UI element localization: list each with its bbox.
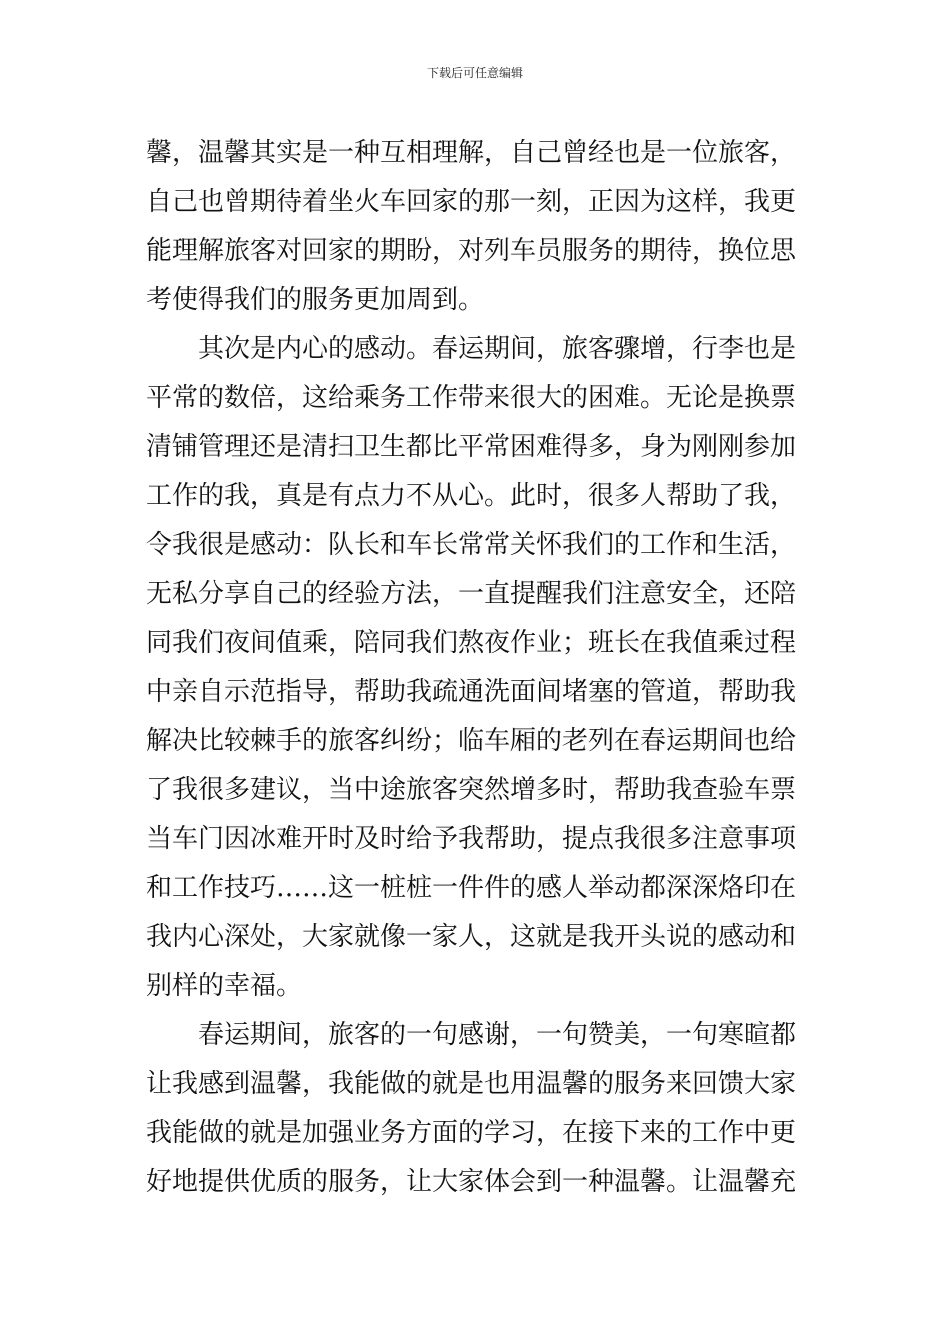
text-line: 别样的幸福。 [146, 971, 303, 1001]
text-line: 考使得我们的服务更加周到。 [146, 285, 485, 315]
text-line: 自己也曾期待着坐火车回家的那一刻，正因为这样，我更 [146, 187, 797, 217]
text-line: 春运期间，旅客的一句感谢，一句赞美，一句寒暄都 [198, 1020, 797, 1050]
text-line: 平常的数倍，这给乘务工作带来很大的困难。无论是换票 [146, 383, 797, 413]
text-line: 能理解旅客对回家的期盼，对列车员服务的期待，换位思 [146, 236, 797, 266]
page-header: 下载后可任意编辑 [426, 66, 523, 80]
text-line: 令我很是感动：队长和车长常常关怀我们的工作和生活， [146, 530, 797, 560]
text-line: 工作的我，真是有点力不从心。此时，很多人帮助了我， [146, 481, 797, 511]
text-line: 当车门因冰难开时及时给予我帮助，提点我很多注意事项 [146, 824, 797, 854]
text-line: 解决比较棘手的旅客纠纷；临车厢的老列在春运期间也给 [146, 726, 797, 756]
text-line: 中亲自示范指导，帮助我疏通洗面间堵塞的管道，帮助我 [146, 677, 797, 707]
text-line: 我能做的就是加强业务方面的学习，在接下来的工作中更 [146, 1118, 797, 1148]
text-line: 和工作技巧……这一桩桩一件件的感人举动都深深烙印在 [146, 873, 797, 903]
text-line: 了我很多建议，当中途旅客突然增多时，帮助我查验车票 [146, 775, 797, 805]
text-line: 清铺管理还是清扫卫生都比平常困难得多，身为刚刚参加 [146, 432, 797, 462]
text-line: 让我感到温馨，我能做的就是也用温馨的服务来回馈大家 [146, 1069, 797, 1099]
text-line: 我内心深处，大家就像一家人，这就是我开头说的感动和 [146, 922, 797, 952]
text-line: 同我们夜间值乘，陪同我们熬夜作业；班长在我值乘过程 [146, 628, 797, 658]
text-line: 无私分享自己的经验方法，一直提醒我们注意安全，还陪 [146, 579, 797, 609]
text-line: 好地提供优质的服务，让大家体会到一种温馨。让温馨充 [146, 1167, 797, 1197]
body-text [146, 129, 806, 1207]
text-line: 其次是内心的感动。春运期间，旅客骤增，行李也是 [198, 334, 797, 364]
text-line: 馨，温馨其实是一种互相理解，自己曾经也是一位旅客， [146, 138, 797, 168]
